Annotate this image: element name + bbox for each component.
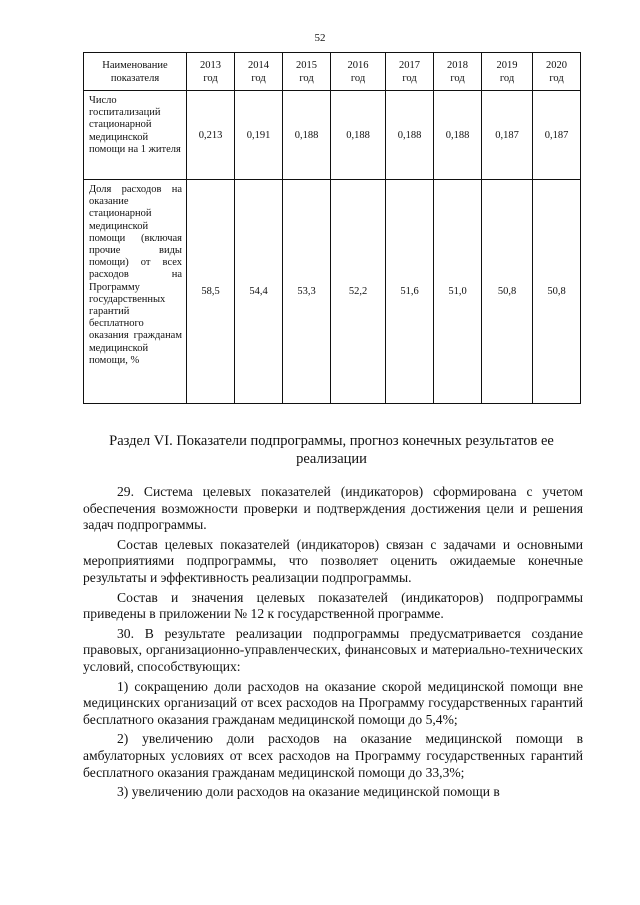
table-cell: 0,191 <box>235 91 283 180</box>
paragraph: Состав и значения целевых показателей (индикаторов) подпрограммы приведены в приложении № 12 к государственной программе. <box>83 589 583 622</box>
row-label: Доля расходов на оказание стационарной медицинской помощи (включая прочие виды помощи) от всех расходов на Программу государственных гарантий бесплатного оказания гражданам медицинской помощи, % <box>84 180 187 404</box>
table-cell: 54,4 <box>235 180 283 404</box>
table-cell: 53,3 <box>283 180 331 404</box>
paragraph: Состав целевых показателей (индикаторов) связан с задачами и основными мероприятиями подпрограммы, что позволяет оценить ожидаемые конечные результаты и эффективность реализации подпрограммы. <box>83 536 583 585</box>
header-year: 2020 год <box>533 53 581 91</box>
table-cell: 51,6 <box>386 180 434 404</box>
header-year: 2017 год <box>386 53 434 91</box>
paragraph: 2) увеличению доли расходов на оказание медицинской помощи в амбулаторных условиях от всех расходов на Программу государственных гарантий бесплатного оказания гражданам медицинской помощи до 33,3%; <box>83 731 583 780</box>
page-number: 52 <box>314 32 326 44</box>
paragraph: 1) сокращению доли расходов на оказание скорой медицинской помощи вне медицинских организаций от всех расходов на Программу государственных гарантий бесплатного оказания гражданам медицинской помощи до 5,4%; <box>83 678 583 727</box>
header-year: 2013 год <box>187 53 235 91</box>
table-cell: 0,188 <box>331 91 386 180</box>
table-cell: 52,2 <box>331 180 386 404</box>
table-row <box>84 91 581 180</box>
paragraph: 3) увеличению доли расходов на оказание медицинской помощи в <box>117 784 500 800</box>
table-header-row <box>84 53 581 91</box>
header-year: 2018 год <box>434 53 482 91</box>
header-name: Наименование показателя <box>84 53 187 91</box>
header-year: 2016 год <box>331 53 386 91</box>
table-cell: 0,188 <box>386 91 434 180</box>
paragraph: 29. Система целевых показателей (индикаторов) сформирована с учетом обеспечения возможности проверки и подтверждения достижения цели и решения задач подпрограммы. <box>83 484 583 533</box>
body-text <box>83 484 583 804</box>
table-cell: 0,187 <box>482 91 533 180</box>
table-row <box>84 180 581 404</box>
row-label: Число госпитализаций стационарной медицинской помощи на 1 жителя <box>84 91 187 180</box>
paragraph: 30. В результате реализации подпрограммы предусматривается создание правовых, организационно-управленческих, финансовых и материально-технических условий, способствующих: <box>83 625 583 674</box>
section-title: Раздел VI. Показатели подпрограммы, прогноз конечных результатов ее реализации <box>109 433 554 467</box>
table-cell: 58,5 <box>187 180 235 404</box>
table-cell: 51,0 <box>434 180 482 404</box>
header-year: 2019 год <box>482 53 533 91</box>
header-year: 2014 год <box>235 53 283 91</box>
table-cell: 0,213 <box>187 91 235 180</box>
table-cell: 0,188 <box>434 91 482 180</box>
indicators-table <box>83 52 581 404</box>
table-cell: 50,8 <box>482 180 533 404</box>
table-cell: 50,8 <box>533 180 581 404</box>
header-year: 2015 год <box>283 53 331 91</box>
table-cell: 0,187 <box>533 91 581 180</box>
table-cell: 0,188 <box>283 91 331 180</box>
